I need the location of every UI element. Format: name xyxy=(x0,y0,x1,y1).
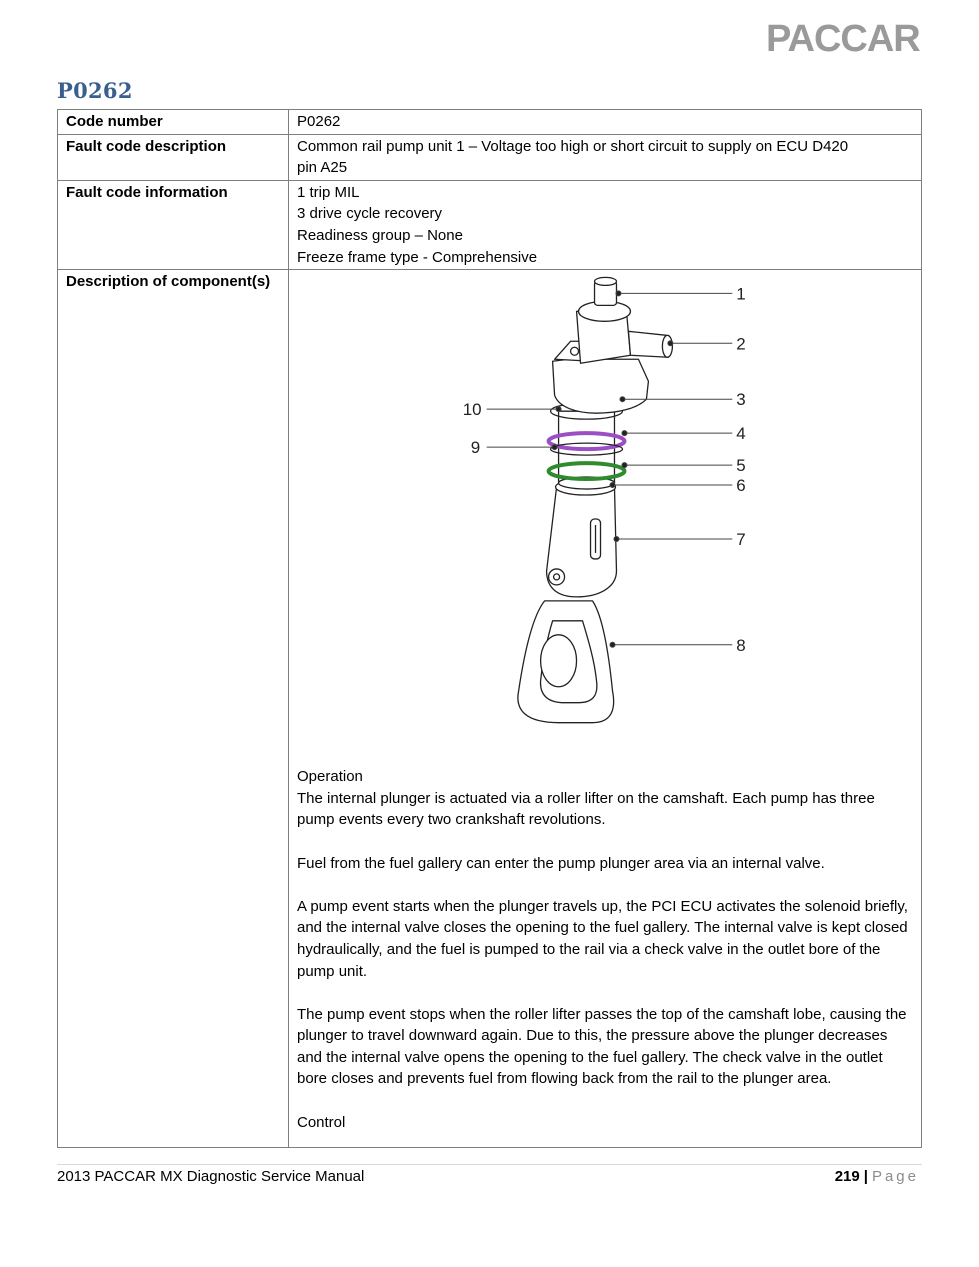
fault-information-label: Fault code information xyxy=(58,180,289,269)
table-row xyxy=(58,134,922,180)
footer-separator: | xyxy=(863,1168,868,1185)
control-heading: Control xyxy=(297,1113,346,1131)
table-row xyxy=(58,270,922,1148)
component-description-label: Description of component(s) xyxy=(58,270,289,1148)
footer-divider xyxy=(57,1164,922,1165)
callout-7: 7 xyxy=(736,530,746,550)
callout-6: 6 xyxy=(736,476,746,496)
callout-8: 8 xyxy=(736,635,746,655)
code-number-label: Code number xyxy=(58,110,289,135)
page-word: Page xyxy=(871,1168,919,1185)
callout-1: 1 xyxy=(736,284,746,304)
callout-5: 5 xyxy=(736,456,746,476)
information-line: Readiness group – None xyxy=(297,226,463,244)
table-row xyxy=(58,110,922,135)
footer-page-info xyxy=(835,1168,919,1185)
operation-heading: Operation xyxy=(297,768,363,786)
operation-paragraph: The internal plunger is actuated via a roller lifter on the camshaft. Each pump has three pump events every two crankshaft revolutions. xyxy=(297,789,875,829)
table-row xyxy=(58,180,922,269)
operation-paragraph: The pump event stops when the roller lifter passes the top of the camshaft lobe, causing the plunger to travel downward again. Due to this, the pressure above the plunger decreases and the internal valve opens the opening to the fuel gallery. The check valve in the outlet bore closes and prevents fuel from flowing back from the rail to the plunger area. xyxy=(297,1005,907,1088)
information-line: Freeze frame type - Comprehensive xyxy=(297,248,538,266)
information-line: 1 trip MIL xyxy=(297,183,360,201)
information-line: 3 drive cycle recovery xyxy=(297,205,443,223)
callout-3: 3 xyxy=(736,390,746,410)
callout-2: 2 xyxy=(736,334,746,354)
callout-10: 10 xyxy=(462,400,482,420)
operation-paragraph: A pump event starts when the plunger travels up, the PCI ECU activates the solenoid briefly, and the internal valve closes the opening to the fuel gallery. The internal valve is kept closed hydraulically, and the fuel is pumped to the rail via a check valve in the outlet bore of the pump unit. xyxy=(297,897,908,980)
description-line: pin A25 xyxy=(297,159,348,177)
callout-9: 9 xyxy=(470,438,481,458)
code-number-value: P0262 xyxy=(289,110,922,135)
pump-unit-diagram xyxy=(297,271,913,766)
fault-description-value xyxy=(289,134,922,180)
operation-paragraph: Fuel from the fuel gallery can enter the pump plunger area via an internal valve. xyxy=(297,854,825,872)
logo-text: PACCAR xyxy=(766,18,920,56)
callout-4: 4 xyxy=(736,424,746,444)
fault-description-label: Fault code description xyxy=(58,134,289,180)
page-number: 219 xyxy=(834,1168,860,1185)
paccar-logo xyxy=(766,18,924,56)
page-heading: P0262 xyxy=(57,78,133,103)
description-line: Common rail pump unit 1 – Voltage too high or short circuit to supply on ECU D420 xyxy=(297,137,849,155)
component-description-value xyxy=(289,270,922,1148)
fault-code-table xyxy=(57,109,922,1148)
footer-title: 2013 PACCAR MX Diagnostic Service Manual xyxy=(57,1168,365,1185)
fault-information-value xyxy=(289,180,922,269)
